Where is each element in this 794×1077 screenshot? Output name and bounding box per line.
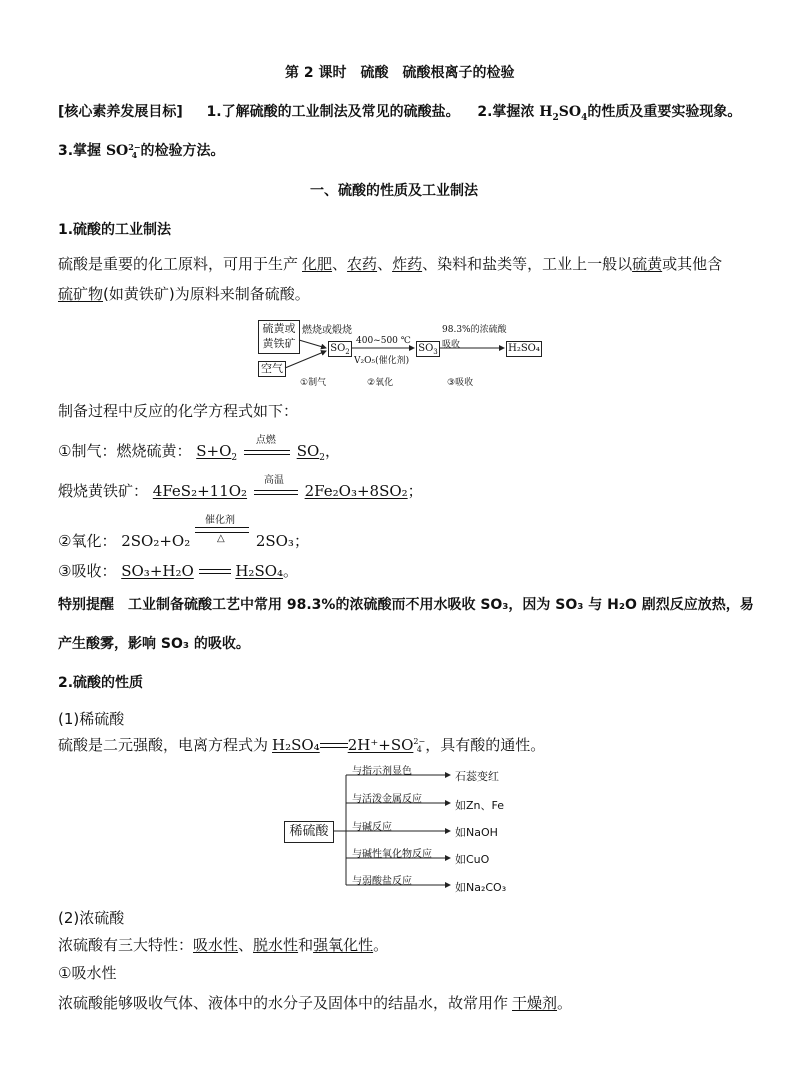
flow-step-3: ③吸收: [447, 378, 474, 388]
equation-1: ①制气：燃烧硫黄： $S+O_2$ 点燃 $SO_2$，: [58, 440, 340, 463]
branch-result-3: 如NaOH: [455, 826, 498, 839]
goal-2-pre: 2.掌握浓: [477, 104, 540, 120]
flow-acid-label: 98.3%的浓硫酸: [442, 325, 507, 335]
special-tip-line-2: 产生酸雾，影响 SO₃ 的吸收。: [58, 636, 250, 652]
conc-text: 浓硫酸能够吸收气体、液体中的水分子及固体中的结晶水，故常用作 干燥剂。: [58, 994, 573, 1012]
answer-dehydrating: 脱水性: [253, 936, 299, 954]
equation-2: 煅烧黄铁矿： 4FeS₂+11O₂ 高温 2Fe₂O₃+8SO₂；: [58, 480, 423, 501]
paragraph-industrial-line-1: 硫酸是重要的化工原料，可用于生产 化肥、农药、炸药、染料和盐类等，工业上一般以硫黄或其他含: [58, 255, 723, 273]
flow-burn-label: 燃烧或煅烧: [302, 325, 352, 336]
eq1-condition: 点燃: [255, 434, 276, 446]
branch-label-3: 与碱反应: [352, 822, 392, 833]
eq1-left: $S+O_2$: [196, 442, 238, 463]
flow-temp-label: 400~500 ℃: [356, 336, 411, 346]
flow-catalyst-label: V₂O₅(催化剂): [354, 356, 410, 366]
branch-label-5: 与弱酸盐反应: [352, 876, 412, 887]
eq3-heat: △: [217, 532, 225, 544]
eq1-right: $SO_2$: [296, 442, 325, 463]
answer-sulfur-mineral: 硫矿物: [58, 285, 104, 303]
branch-label-4: 与碱性氧化物反应: [352, 849, 432, 860]
goal-2-formula: $H_2SO_4$: [539, 104, 588, 123]
answer-desiccant: 干燥剂: [512, 994, 558, 1012]
eq3-condition: 催化剂: [205, 514, 236, 526]
conc-heading: (2)浓硫酸: [58, 909, 125, 927]
goal-3-pre: 3.掌握: [58, 143, 106, 159]
subheading-properties: 2.硫酸的性质: [58, 675, 144, 691]
flow-absorb-label: 吸收: [442, 340, 461, 350]
eq2-left: 4FeS₂+11O₂: [152, 482, 248, 500]
branch-label-1: 与指示剂显色: [352, 766, 412, 777]
eq2-condition: 高温: [263, 474, 284, 486]
dilute-text: 硫酸是二元强酸，电离方程式为 H₂SO₄ 2H⁺+SO 2− 4 ，具有酸的通性。: [58, 736, 546, 754]
paragraph-equations-intro: 制备过程中反应的化学方程式如下：: [58, 402, 299, 420]
flow-raw-material: 硫黄或 黄铁矿: [258, 320, 300, 354]
flow-air: 空气: [258, 361, 286, 377]
eq4-right: H₂SO₄: [235, 562, 284, 580]
branch-result-5: 如Na₂CO₃: [455, 881, 507, 894]
goal-2-post: 的性质及重要实验现象。: [587, 104, 742, 120]
goal-3-formula: SO 2− 4: [105, 142, 141, 160]
paragraph-industrial-line-2: 硫矿物(如黄铁矿)为原料来制备硫酸。: [58, 285, 310, 303]
special-tip-line-1: 特别提醒 工业制备硫酸工艺中常用 98.3%的浓硫酸而不用水吸收 SO₃，因为 SO₃ 与 H₂O 剧烈反应放热，易: [58, 597, 754, 613]
section-heading-1: 一、硫酸的性质及工业制法: [310, 183, 478, 199]
subheading-industrial: 1.硫酸的工业制法: [58, 222, 172, 238]
dilute-acid-center: 稀硫酸: [284, 821, 334, 843]
branch-label-2: 与活泼金属反应: [352, 794, 422, 805]
branch-result-4: 如CuO: [455, 853, 490, 866]
ionization-left: H₂SO₄: [272, 736, 320, 754]
branch-result-2: 如Zn、Fe: [455, 799, 505, 812]
answer-oxidizing: 强氧化性: [313, 936, 374, 954]
answer-explosive: 炸药: [392, 255, 423, 273]
flow-so2-box: $SO_2$: [328, 341, 352, 357]
flow-step-1: ①制气: [300, 378, 327, 388]
conc-sub: ①吸水性: [58, 964, 117, 982]
eq3-left: 2SO₂+O₂: [121, 532, 191, 550]
branch-result-1: 石蕊变红: [455, 770, 499, 783]
page-title: 第 2 课时 硫酸 硫酸根离子的检验: [285, 65, 515, 81]
special-tip-label: 特别提醒: [58, 597, 114, 613]
eq3-right: 2SO₃: [255, 532, 294, 550]
answer-fertilizer: 化肥: [302, 255, 333, 273]
answer-sulfur: 硫黄: [632, 255, 663, 273]
flow-product-box: H₂SO₄: [506, 341, 542, 357]
equation-4: ③吸收： SO₃+H₂O H₂SO₄。: [58, 562, 299, 580]
ionization-right: 2H⁺+SO 2− 4: [347, 736, 426, 754]
flow-step-2: ②氧化: [367, 378, 394, 388]
eq4-left: SO₃+H₂O: [121, 562, 194, 580]
goal-3-post: 的检验方法。: [140, 143, 225, 159]
eq2-right: 2Fe₂O₃+8SO₂: [304, 482, 408, 500]
conc-intro: 浓硫酸有三大特性：吸水性、脱水性和强氧化性。: [58, 936, 389, 954]
core-goals-label: [核心素养发展目标]: [58, 104, 183, 120]
equation-3: ②氧化： 2SO₂+O₂ 催化剂 △ 2SO₃；: [58, 530, 309, 551]
goal-1: 1.了解硫酸的工业制法及常见的硫酸盐。: [206, 104, 460, 120]
answer-pesticide: 农药: [347, 255, 378, 273]
dilute-heading: (1)稀硫酸: [58, 710, 125, 728]
answer-hygroscopic: 吸水性: [193, 936, 239, 954]
flow-so3-box: $SO_3$: [416, 341, 440, 357]
